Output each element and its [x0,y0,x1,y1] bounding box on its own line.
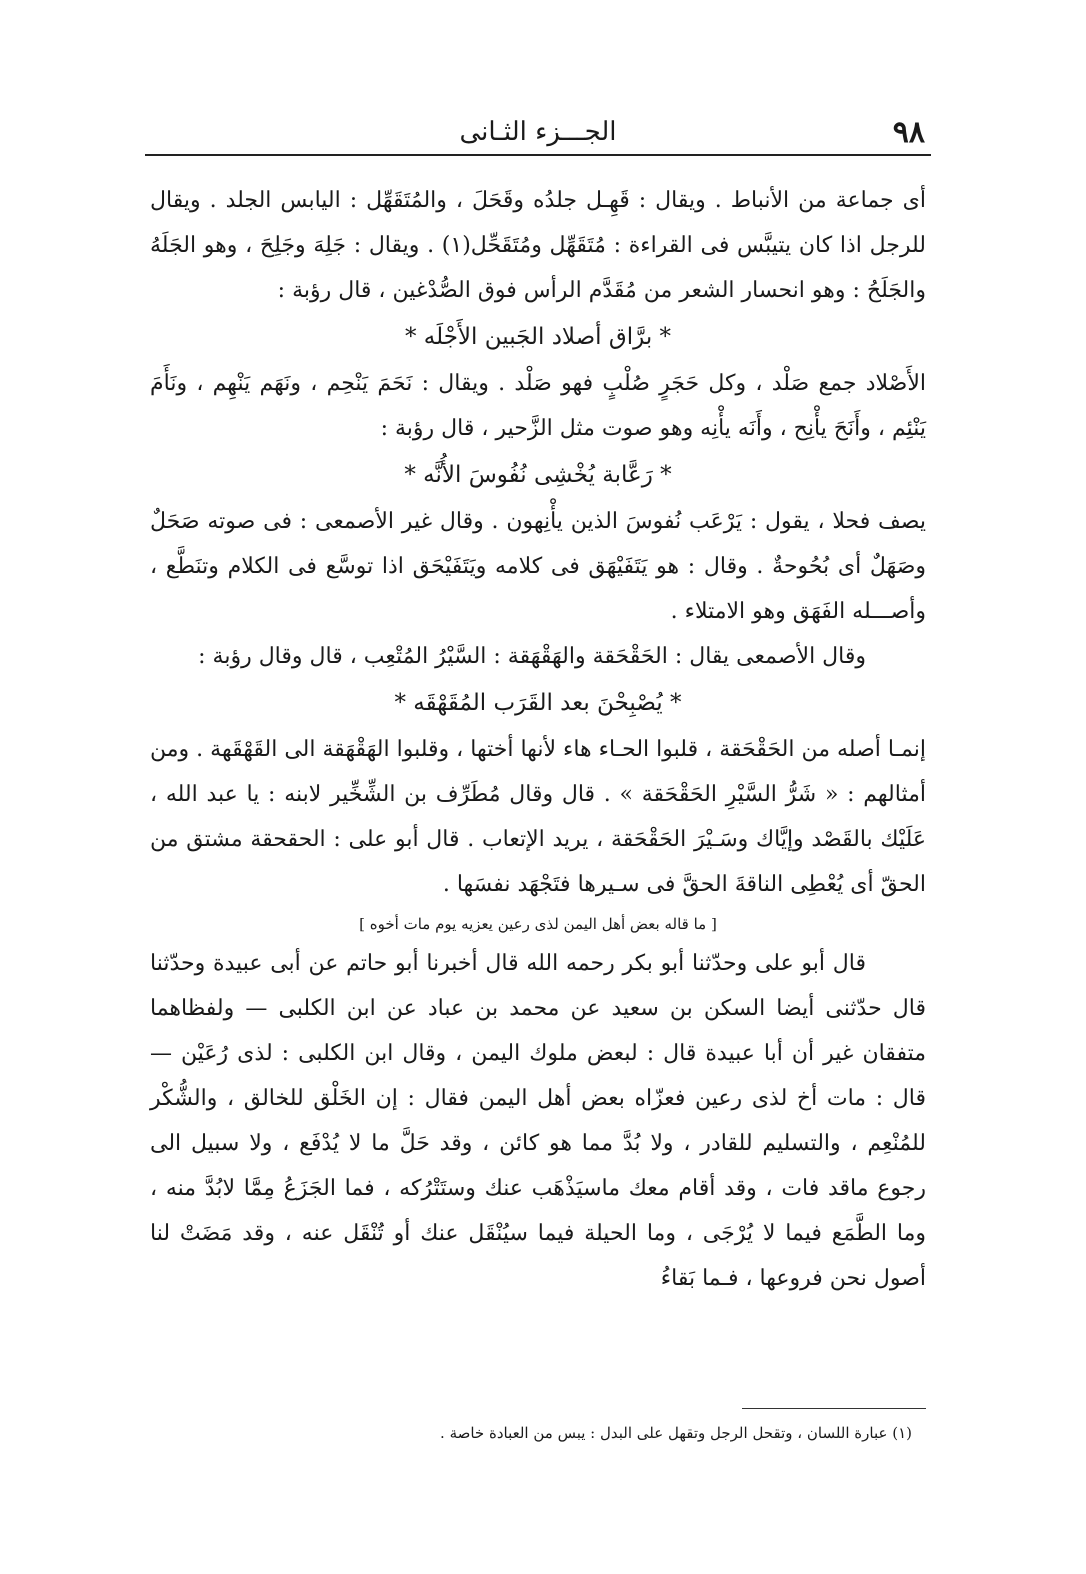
verse: * برَّاق أصلاد الجَبين الأَجْلَه * [404,324,672,350]
paragraph: إنمـا أصله من الحَقْحَقة ، قلبوا الحـاء هاء لأنها أختها ، وقلبوا الهَقْهَقة الى القَهْقَهة . ومن أمثالهم : « شَرُّ السَّيْرِ الحَقْحَقة » . قال وقال مُطَرِّف بن الشِّخِّير لابنه : يا عبد الله ، عَلَيْك بالقَصْد وإيَّاك وسَـيْرَ الحَقْحَقة ، يريد الإتعاب . قال أبو على : الحقحقة مشتق من الحقّ أى يُعْطِى الناقةَ الحقَّ فى سـيرها فتَجْهَد نفسَها . [150,737,927,897]
running-title: الجـــزء الثـانى [459,117,617,147]
paragraph: قال أبو على وحدّثنا أبو بكر رحمه الله قال أخبرنا أبو حاتم عن أبى عبيدة وحدّثنا قال حدّثنى أيضا السكن بن سعيد عن محمد بن عباد عن ابن الكلبى — ولفظاهما متفقان غير أن أبا عبيدة قال : لبعض ملوك اليمن ، وقال ابن الكلبى : لذى رُعَيْن — قال : مات أخ لذى رعين فعزّاه بعض أهل اليمن فقال : إن الخَلْق للخالق ، والشُّكْر للمُنْعِم ، والتسليم للقادر ، ولا بُدَّ مما هو كائن ، وقد حَلَّ ما لا يُدْفَع ، ولا سبيل الى رجوع ماقد فات ، وقد أقام معك ماسيَذْهَب عنك وستَتْرُكه ، فما الجَزَعُ مِمَّا لابُدَّ منه ، وما الطَّمَع فيما لا يُرْجَى ، وما الحيلة فيما سيُنْقَل عنك أو تُنْقَل عنه ، وقد مَضَتْ لنا أصول نحن فروعها ، فـما بَقاءُ [150,951,926,1291]
paragraph: الأَصْلاد جمع صَلْد ، وكل حَجَرٍ صُلْبٍ فهو صَلْد . ويقال : نَحَمَ يَنْحِم ، ونَهَم يَنْهِم ، ونَأَمَ يَنْئِم ، وأَنَحَ يأْنِح ، وأَنَه يأْنِه وهو صوت مثل الزَّحير ، قال رؤبة : [150,371,926,441]
page-number: ٩٨ [892,115,925,150]
paragraph: أى جماعة من الأنباط . ويقال : قَهِـل جلدُه وقَحَلَ ، والمُتَقَهِّل : اليابس الجلد . ويقال للرجل اذا كان يتيبَّس فى القراءة : مُتَقَهِّل ومُتَقَحِّل(١) . ويقال : جَلِهَ وجَلِحَ ، وهو الجَلَهُ والجَلَحُ : وهو انحسار الشعر من مُقَدَّم الرأس فوق الصُّدْغين ، قال رؤبة : [150,188,926,303]
footnote-divider [742,1408,926,1409]
running-header [145,108,931,156]
footnote: (١) عبارة اللسان ، وتقحل الرجل وتقهل على البدل : يبس من العبادة خاصة . [440,1424,912,1442]
verse: * يُصْبِحْنَ بعد القَرَب المُقَهْقَه * [394,690,682,716]
main-text [150,178,926,1301]
paragraph: يصف فحلا ، يقول : يَرْعَب نُفوسَ الذين يأْنِهون . وقال غير الأصمعى : فى صوته صَحَلٌ وصَهَلٌ أى بُحُوحةٌ . وقال : هو يَتَفَيْهَق فى كلامه ويَتَفَيْحَق اذا توسَّع فى الكلام وتنَطَّع ، وأصـــله الفَهَق وهو الامتلاء . [150,509,926,624]
verse: * رَعَّابة يُخْشِى نُفُوسَ الأُنَّه * [404,462,672,488]
paragraph: وقال الأصمعى يقال : الحَقْحَقة والهَقْهَقة : السَّيْرُ المُتْعِب ، قال وقال رؤبة : [198,644,866,669]
section-heading: [ ما قاله بعض أهل اليمن لذى رعين يعزيه يوم مات أخوه ] [359,915,717,933]
